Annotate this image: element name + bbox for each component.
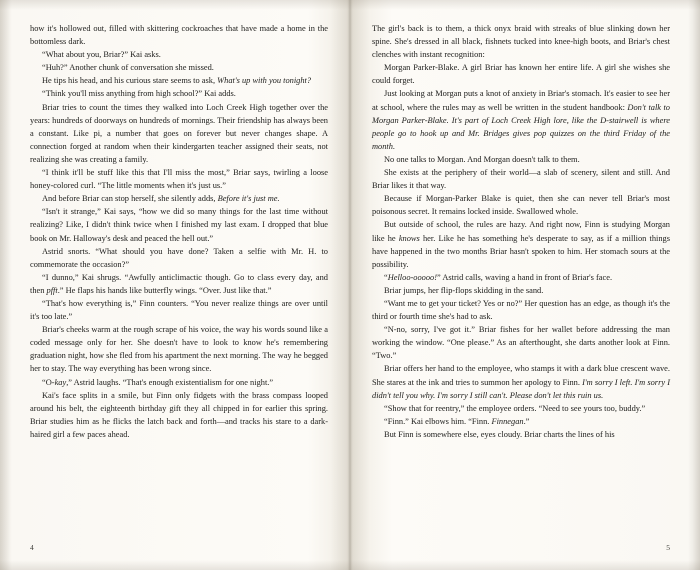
paragraph: He tips his head, and his curious stare seems to ask, What's up with you tonight? bbox=[42, 76, 312, 86]
right-page bbox=[350, 0, 700, 570]
paragraph: The girl's back is to them, a thick onyx braid with streaks of blue slinking down her spine. She's dressed in all black, fishnets tucked into knee-high boots, and Briar's chest clenches with instant recognition: bbox=[372, 24, 670, 60]
paragraph: “Helloo-ooooo!” Astrid calls, waving a hand in front of Briar's face. bbox=[384, 272, 613, 282]
paragraph: “Finn.” Kai elbows him. “Finn. Finnegan.” bbox=[384, 416, 530, 426]
paragraph: “O-kay,” Astrid laughs. “That's enough existentialism for one night.” bbox=[42, 377, 274, 387]
paragraph: Because if Morgan-Parker Blake is quiet, then she can never tell Briar's most poisonous secret. It remains locked inside. Swallowed whole. bbox=[372, 194, 670, 217]
paragraph: “Want me to get your ticket? Yes or no?” Her question has an edge, as though it's the third or fourth time she's had to ask. bbox=[372, 298, 670, 322]
paragraph: And before Briar can stop herself, she silently adds, Before it's just me. bbox=[42, 194, 280, 204]
paragraph: “What about you, Briar?” Kai asks. bbox=[42, 50, 161, 60]
paragraph: “Huh?” Another chunk of conversation she missed. bbox=[42, 63, 214, 73]
paragraph: “Isn't it strange,” Kai says, “how we did so many things for the last time without realizing? Like, I didn't think twice when I finished my last exam. I dropped that blue book on Mr. Halloway's desk and peaced the hell out.” bbox=[30, 207, 328, 243]
paragraph: She exists at the periphery of their world—a slab of scenery, silent and still. And Briar likes it that way. bbox=[372, 168, 670, 191]
paragraph: “I think it'll be stuff like this that I'll miss the most,” Briar says, twirling a loose honey-colored curl. “The little moments when it's just us.” bbox=[30, 168, 328, 191]
paragraph: Briar tries to count the times they walked into Loch Creek High together over the years: hundreds of doorways on hundreds of mornings. Their friendship has always been a constant. Like pi, a number that goes on forever but never changes shape. A connection forged at random when their kindergarten teacher assigned their seats, not realizing she was creating a family. bbox=[30, 102, 328, 164]
paragraph: But outside of school, the rules are hazy. And right now, Finn is studying Morgan like he knows her. Like he has something he's desperate to say, as if a million things have happened in the two months Briar hasn't spoken to him. Her stomach sours at the possibility. bbox=[372, 220, 671, 269]
page-number-right: 5 bbox=[666, 543, 670, 552]
paragraph: Briar's cheeks warm at the rough scrape of his voice, the way his words sound like a coded message only for her. She doesn't have to look to know he's remembering graduation night, how she fled from his apartment the next morning. The way he begged her to stay. The way everything has been wrong since. bbox=[30, 325, 328, 374]
paragraph: “Think you'll miss anything from high school?” Kai adds. bbox=[42, 89, 236, 99]
paragraph: Morgan Parker-Blake. A girl Briar has known her entire life. A girl she wishes she could forget. bbox=[372, 63, 670, 86]
right-page-text-column bbox=[372, 22, 670, 441]
paragraph: how it's hollowed out, filled with skittering cockroaches that have made a home in the bottomless dark. bbox=[30, 24, 328, 47]
paragraph: “That's how everything is,” Finn counters. “You never realize things are over until it's too late.” bbox=[30, 298, 328, 322]
paragraph: No one talks to Morgan. And Morgan doesn't talk to them. bbox=[384, 154, 580, 164]
paragraph: “N-no, sorry, I've got it.” Briar fishes for her wallet before addressing the man working the window. “One please.” As an afterthought, she darts another look at Finn. “Two.” bbox=[372, 325, 670, 361]
paragraph: “I dunno,” Kai shrugs. “Awfully anticlimactic though. Go to class every day, and then pfft.” He flaps his hands like butterfly wings. “Over. Just like that.” bbox=[30, 272, 328, 295]
page-number-left: 4 bbox=[30, 543, 34, 552]
left-page-text-column bbox=[30, 22, 328, 441]
paragraph: Astrid snorts. “What should you have done? Taken a selfie with Mr. H. to commemorate the occasion?” bbox=[30, 246, 328, 269]
paragraph: “Show that for reentry,” the employee orders. “Need to see yours too, buddy.” bbox=[384, 403, 646, 413]
paragraph: Kai's face splits in a smile, but Finn only fidgets with the brass compass looped around his belt, the eighteenth birthday gift they all chipped in for earlier this spring. Briar studies him as he flicks the latch back and forth—and tracks his stare to a dark-haired girl a few paces ahead. bbox=[30, 390, 328, 439]
paragraph: Briar offers her hand to the employee, who stamps it with a dark blue crescent wave. She stares at the ink and tries to summon her apology to Finn. I'm sorry I left. I'm sorry I didn't tell you why. I'm sorry I still can't. Please don't let this ruin us. bbox=[372, 364, 670, 400]
paragraph: But Finn is somewhere else, eyes cloudy. Briar charts the lines of his bbox=[384, 429, 615, 439]
paragraph: Briar jumps, her flip-flops skidding in the sand. bbox=[384, 285, 544, 295]
paragraph: Just looking at Morgan puts a knot of anxiety in Briar's stomach. It's easier to see her at school, where the rules may as well be written in the student handbook: Don't talk to Morgan Parker-Blake. It's part of Loch Creek High lore, like the D-stairwell is where people go to hook up and Mr. Bridges gives pop quizzes on the third Friday of the month. bbox=[372, 89, 670, 151]
